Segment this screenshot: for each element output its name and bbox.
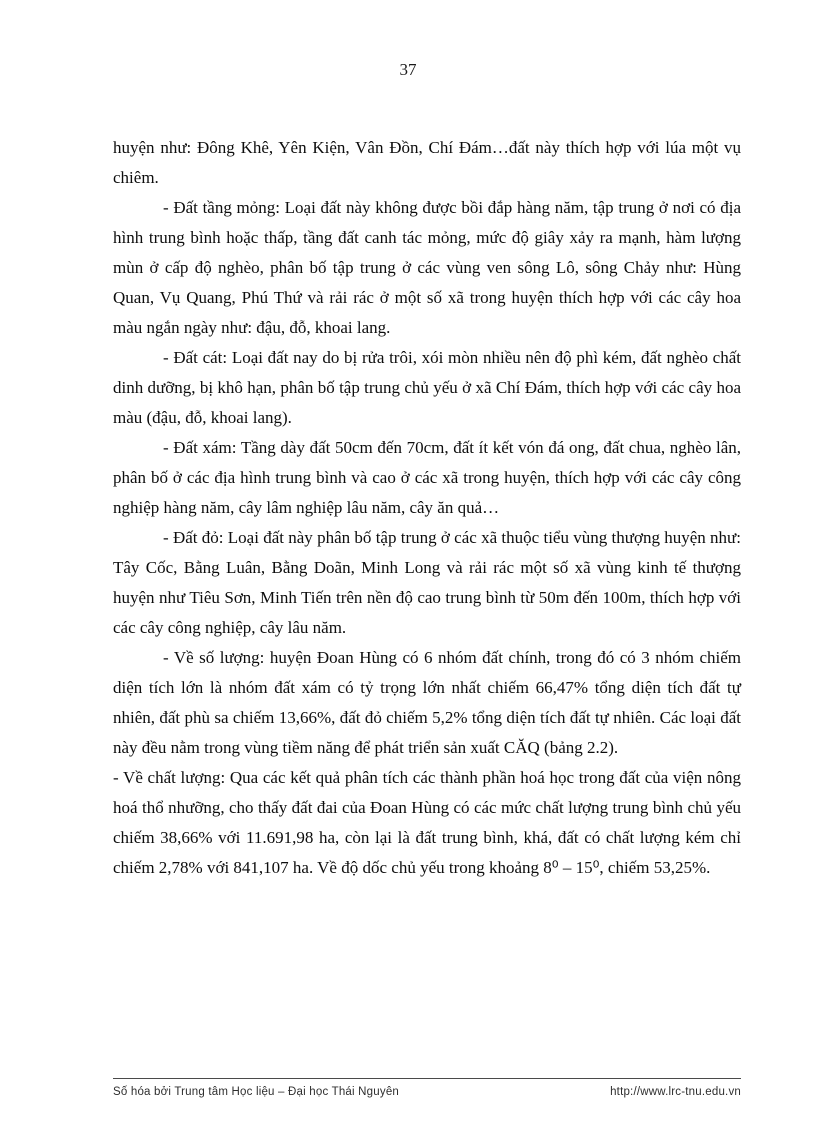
- paragraph-ve-chat-luong: - Về chất lượng: Qua các kết quả phân tích các thành phần hoá học trong đất của viện nông hoá thổ nhưỡng, cho thấy đất đai của Đoan Hùng có các mức chất lượng trung bình chủ yếu chiếm 38,66% với 11.691,98 ha, còn lại là đất trung bình, khá, đất có chất lượng kém chỉ chiếm 2,78% với 841,107 ha. Về độ dốc chủ yếu trong khoảng 8⁰ – 15⁰, chiếm 53,25%.: [113, 768, 741, 877]
- page-number: 37: [399, 60, 417, 79]
- paragraph-continuation: huyện như: Đông Khê, Yên Kiện, Vân Đồn, Chí Đám…đất này thích hợp với lúa một vụ chiêm.: [113, 138, 741, 187]
- paragraph-dat-do: - Đất đỏ: Loại đất này phân bố tập trung ở các xã thuộc tiểu vùng thượng huyện như: Tây Cốc, Bằng Luân, Bằng Doãn, Minh Long và rải rác một số xã vùng kinh tế thượng huyện như Tiêu Sơn, Minh Tiến trên nền độ cao trung bình từ 50m đến 100m, thích hợp với các cây công nghiệp, cây lâu năm.: [113, 528, 741, 637]
- document-body: [113, 133, 741, 883]
- page-footer: [113, 1078, 741, 1098]
- footer-url-link[interactable]: http://www.lrc-tnu.edu.vn: [610, 1086, 741, 1098]
- footer-attribution: Số hóa bởi Trung tâm Học liệu – Đại học Thái Nguyên: [113, 1086, 400, 1098]
- paragraph-dat-xam: - Đất xám: Tầng dày đất 50cm đến 70cm, đất ít kết vón đá ong, đất chua, nghèo lân, phân bố ở các địa hình trung bình và cao ở các xã trong huyện, thích hợp với các cây công nghiệp hàng năm, cây lâm nghiệp lâu năm, cây ăn quả…: [113, 438, 741, 517]
- paragraph-dat-cat: - Đất cát: Loại đất nay do bị rửa trôi, xói mòn nhiều nên độ phì kém, đất nghèo chất dinh dưỡng, bị khô hạn, phân bố tập trung chủ yếu ở xã Chí Đám, thích hợp với các cây hoa màu (đậu, đỗ, khoai lang).: [113, 348, 741, 427]
- paragraph-ve-so-luong: - Về số lượng: huyện Đoan Hùng có 6 nhóm đất chính, trong đó có 3 nhóm chiếm diện tích lớn là nhóm đất xám có tỷ trọng lớn nhất chiếm 66,47% tổng diện tích đất tự nhiên, đất phù sa chiếm 13,66%, đất đỏ chiếm 5,2% tổng diện tích đất tự nhiên. Các loại đất này đều nằm trong vùng tiềm năng để phát triển sản xuất CĂQ (bảng 2.2).: [113, 648, 741, 757]
- paragraph-dat-tang-mong: - Đất tầng mỏng: Loại đất này không được bồi đắp hàng năm, tập trung ở nơi có địa hình trung bình hoặc thấp, tầng đất canh tác mỏng, mức độ giây xảy ra mạnh, hàm lượng mùn ở cấp độ nghèo, phân bố tập trung ở các vùng ven sông Lô, sông Chảy như: Hùng Quan, Vụ Quang, Phú Thứ và rải rác ở một số xã trong huyện thích hợp với các cây hoa màu ngắn ngày như: đậu, đỗ, khoai lang.: [113, 198, 741, 337]
